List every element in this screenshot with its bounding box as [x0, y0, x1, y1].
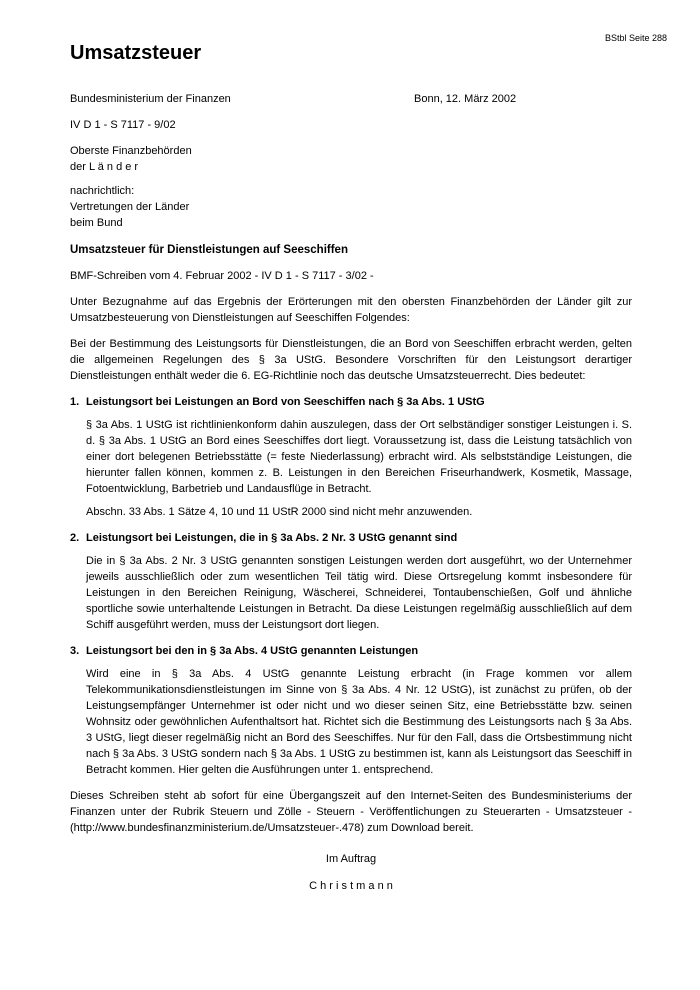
list-item-3-number: 3.: [70, 645, 80, 657]
cc-label: nachrichtlich:: [70, 185, 135, 197]
list-item-1-paragraph-1: § 3a Abs. 1 UStG ist richtlinienkonform dahin auszulegen, dass der Ort selbständiger sonstiger Leistungen i. S. d. § 3a Abs. 1 UStG an Bord eines Seeschiffes dort liegt. Voraussetzung ist, dass die Leistung tatsächlich von einer dort belegenen Betriebsstätte (= feste Niederlassung) erbracht wird. Als selbstständige Leistungen, die hierunter fallen können, kommen z. B. Leistungen in den Bereichen Friseurhandwerk, Kosmetik, Massage, Fotoentwicklung, Barbetrieb und Landausflüge in Betracht.: [86, 419, 632, 495]
recipient-line-1: Oberste Finanzbehörden: [70, 145, 192, 157]
intro-paragraph-1: Unter Bezugnahme auf das Ergebnis der Erörterungen mit den obersten Finanzbehörden der Länder gilt zur Umsatzbesteuerung von Dienstleistungen auf Seeschiffen Folgendes:: [70, 296, 632, 324]
list-item-2-heading: Leistungsort bei Leistungen, die in § 3a Abs. 2 Nr. 3 UStG genannt sind: [86, 532, 458, 544]
list-item-3-paragraph-1: Wird eine in § 3a Abs. 4 UStG genannte Leistung erbracht (in Frage kommen vor allem Telekommunikationsdienstleistungen im Sinne von § 3a Abs. 4 Nr. 12 UStG), ist zunächst zu prüfen, ob der Leistungsempfänger Unternehmer ist oder nicht und wo dieser seinen Sitz, eine Betriebsstätte bzw. seinen Wohnsitz oder gewöhnlichen Aufenthaltsort hat. Richtet sich die Bestimmung des Leistungsorts nach § 3a Abs. 3 UStG, liegt dieser regelmäßig nicht an Bord des Seeschiffes. Nur für den Fall, dass die Ortsbestimmung nicht nach § 3a Abs. 3 UStG sondern nach § 3a Abs. 1 UStG zu bestimmen ist, kann als Leistungsort das Seeschiff in Betracht kommen. Hier gelten die Ausführungen unter 1. entsprechend.: [86, 668, 632, 776]
subject-heading: Umsatzsteuer für Dienstleistungen auf Seeschiffen: [70, 244, 348, 256]
document-title: Umsatzsteuer: [70, 42, 202, 64]
cc-line-1: Vertretungen der Länder: [70, 201, 190, 213]
file-reference: IV D 1 - S 7117 - 9/02: [70, 119, 176, 131]
bstbl-page-reference: BStbl Seite 288: [604, 33, 667, 43]
signature-label: Im Auftrag: [325, 853, 377, 865]
list-item-1-heading: Leistungsort bei Leistungen an Bord von Seeschiffen nach § 3a Abs. 1 UStG: [86, 396, 485, 408]
list-item-2-number: 2.: [70, 532, 80, 544]
list-item-2-paragraph-1: Die in § 3a Abs. 2 Nr. 3 UStG genannten sonstigen Leistungen werden dort ausgeführt, wo der Unternehmer jeweils ausschließlich oder zum wesentlichen Teil tätig wird. Diese Ortsregelung kommt insbesondere für Leistungen in den Bereichen Reinigung, Wäscherei, Schneiderei, Tontaubenschießen, Golf und ähnliche sportliche sowie unterhaltende Leistungen in Betracht. Da diese Leistungen regelmäßig ausschließlich auf dem Schiff ausgeführt werden, muss der Leistungsort dort liegen.: [86, 555, 632, 631]
list-item-1: [70, 394, 632, 520]
sender-name: Bundesministerium der Finanzen: [70, 93, 231, 105]
list-item-3: [70, 643, 632, 778]
list-item-1-paragraph-2: Abschn. 33 Abs. 1 Sätze 4, 10 und 11 UStR 2000 sind nicht mehr anzuwenden.: [86, 506, 473, 518]
list-item-3-heading: Leistungsort bei den in § 3a Abs. 4 UStG genannten Leistungen: [86, 645, 419, 657]
signature-name: C h r i s t m a n n: [309, 880, 393, 892]
list-item-2: [70, 530, 632, 633]
document-body: [70, 91, 632, 894]
recipient-line-2: der L ä n d e r: [70, 161, 139, 173]
closing-paragraph: Dieses Schreiben steht ab sofort für eine Übergangszeit auf den Internet-Seiten des Bundesministeriums der Finanzen unter der Rubrik Steuern und Zölle - Steuern - Veröffentlichungen zu Steuerarten - Umsatzsteuer - (http://www.bundesfinanzministerium.de/Umsatzsteuer-.478) zum Download bereit.: [70, 790, 632, 834]
bmf-reference-line: BMF-Schreiben vom 4. Februar 2002 - IV D 1 - S 7117 - 3/02 -: [70, 270, 374, 282]
place-date: Bonn, 12. März 2002: [414, 93, 517, 105]
intro-paragraph-2: Bei der Bestimmung des Leistungsorts für Dienstleistungen, die an Bord von Seeschiffen erbracht werden, gelten die allgemeinen Regelungen des § 3a UStG. Besondere Vorschriften für den Leistungsort derartiger Dienstleistungen enthält weder die 6. EG-Richtlinie noch das deutsche Umsatzsteuerrecht. Dies bedeutet:: [70, 338, 632, 382]
cc-line-2: beim Bund: [70, 217, 123, 229]
recipient-block: [70, 143, 632, 175]
cc-block: [70, 183, 632, 231]
list-item-1-number: 1.: [70, 396, 80, 408]
sender-date-row: [70, 91, 632, 107]
